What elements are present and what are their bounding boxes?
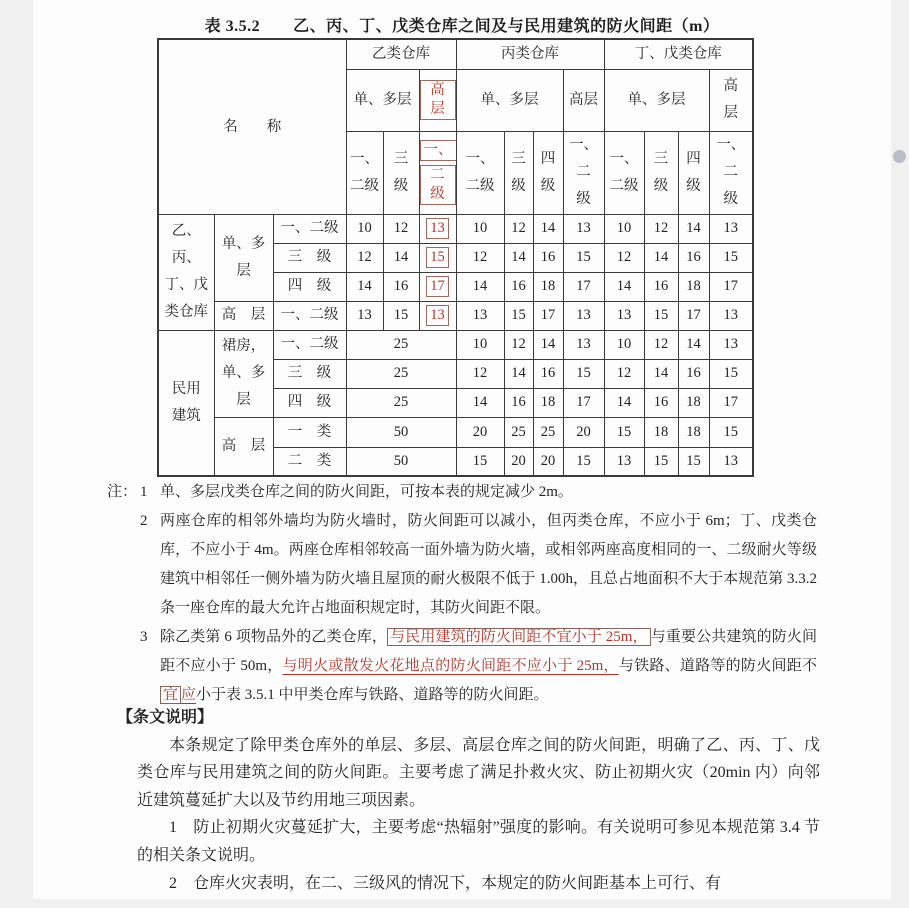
table-cell: 15 bbox=[563, 359, 604, 388]
table-cell: 乙、丙、 丁、戊 类仓库 bbox=[158, 214, 214, 330]
table-header-cell: 三 级 bbox=[383, 131, 419, 214]
table-cell: 14 bbox=[346, 272, 383, 301]
table-cell: 二 类 bbox=[273, 447, 346, 476]
table-cell: 15 bbox=[504, 301, 533, 330]
table-row bbox=[158, 301, 753, 330]
table-cell: 10 bbox=[456, 214, 504, 243]
table-cell: 13 bbox=[563, 301, 604, 330]
table-header-cell: 一、二 级 bbox=[563, 131, 604, 214]
table-cell: 17 bbox=[709, 388, 753, 417]
table-cell: 12 bbox=[604, 359, 644, 388]
table-cell: 18 bbox=[533, 272, 563, 301]
scroll-indicator-dot[interactable] bbox=[893, 150, 906, 163]
table-header-cell: 一、 二级 bbox=[604, 131, 644, 214]
table-cell: 15 bbox=[644, 301, 678, 330]
table-cell: 15 bbox=[563, 447, 604, 476]
table-header-cell: 四 级 bbox=[533, 131, 563, 214]
note-number: 1 bbox=[140, 484, 148, 500]
table-cell: 15 bbox=[456, 447, 504, 476]
table-cell: 裙房， 单、多 层 bbox=[214, 330, 273, 417]
note-number: 2 bbox=[140, 513, 148, 529]
table-cell: 20 bbox=[563, 417, 604, 447]
table-header-cell: 单、多层 bbox=[604, 69, 709, 131]
table-cell: 20 bbox=[504, 447, 533, 476]
table-cell: 10 bbox=[456, 330, 504, 359]
table-cell: 14 bbox=[533, 330, 563, 359]
table-cell: 12 bbox=[644, 214, 678, 243]
table-cell: 一 类 bbox=[273, 417, 346, 447]
page-left-margin bbox=[0, 0, 33, 908]
table-body bbox=[158, 39, 753, 476]
table-cell: 高 层 bbox=[214, 417, 273, 476]
table-cell: 18 bbox=[644, 417, 678, 447]
table-header-cell: 三 级 bbox=[644, 131, 678, 214]
table-cell: 16 bbox=[383, 272, 419, 301]
table-cell: 14 bbox=[504, 359, 533, 388]
table-header-row bbox=[158, 39, 753, 69]
table-cell: 13 bbox=[709, 447, 753, 476]
table-cell: 13 bbox=[419, 301, 456, 330]
note-segment: 与民用建筑的防火间距不宜小于 25m， bbox=[387, 628, 651, 646]
table-note bbox=[107, 623, 817, 710]
table-cell: 14 bbox=[504, 243, 533, 272]
table-cell: 15 bbox=[709, 417, 753, 447]
table-cell: 14 bbox=[644, 243, 678, 272]
table-cell: 10 bbox=[604, 330, 644, 359]
table-note bbox=[107, 478, 817, 507]
table-notes bbox=[107, 478, 817, 710]
table-cell: 12 bbox=[504, 330, 533, 359]
document-page bbox=[33, 0, 891, 899]
table-cell: 13 bbox=[563, 214, 604, 243]
table-cell: 16 bbox=[533, 359, 563, 388]
note-prefix bbox=[107, 623, 140, 710]
table-cell: 15 bbox=[709, 243, 753, 272]
table-cell: 10 bbox=[346, 214, 383, 243]
explanation-paragraph: 本条规定了除甲类仓库外的单层、多层、高层仓库之间的防火间距，明确了乙、丙、丁、戊类仓库与民用建筑之间的防火间距。主要考虑了满足扑救火灾、防止初期火灾（20min 内）向邻近建筑蔓延扩大以及节约用地三项因素。 bbox=[137, 736, 820, 809]
note-segment: 与重要公共建筑的防火间距不应小于 50m， bbox=[160, 629, 817, 674]
explanation-item-2: 2 仓库火灾表明，在二、三级风的情况下，本规定的防火间距基本上可行、有 bbox=[169, 874, 722, 892]
table-cell: 17 bbox=[533, 301, 563, 330]
table-header-cell: 三 级 bbox=[504, 131, 533, 214]
table-cell: 25 bbox=[346, 330, 456, 359]
note-segment: 与铁路、道路等的防火间距不 bbox=[618, 658, 817, 674]
table-cell: 15 bbox=[604, 417, 644, 447]
table-header-cell: 丁、戊类仓库 bbox=[604, 39, 753, 69]
table-cell: 16 bbox=[678, 359, 709, 388]
table-cell: 20 bbox=[456, 417, 504, 447]
table-cell: 18 bbox=[678, 417, 709, 447]
table-cell: 15 bbox=[563, 243, 604, 272]
note-segment: 单、多层戊类仓库之间的防火间距，可按本表的规定减少 2m。 bbox=[160, 484, 573, 500]
table-cell: 25 bbox=[504, 417, 533, 447]
table-cell: 12 bbox=[604, 243, 644, 272]
table-cell: 15 bbox=[419, 243, 456, 272]
table-cell: 单、多 层 bbox=[214, 214, 273, 301]
note-segment: 应 bbox=[181, 687, 197, 703]
table-cell: 17 bbox=[419, 272, 456, 301]
table-cell: 14 bbox=[456, 272, 504, 301]
table-header-cell: 名 称 bbox=[158, 39, 346, 214]
table-header-cell: 丙类仓库 bbox=[456, 39, 604, 69]
table-cell: 13 bbox=[563, 330, 604, 359]
table-cell: 14 bbox=[678, 330, 709, 359]
fire-distance-table bbox=[157, 38, 754, 477]
table-cell: 25 bbox=[346, 359, 456, 388]
table-cell: 15 bbox=[709, 359, 753, 388]
table-cell: 民用 建筑 bbox=[158, 330, 214, 476]
note-segment: 小于表 3.5.1 中甲类仓库与铁路、道路等的防火间距。 bbox=[196, 687, 549, 703]
table-cell: 10 bbox=[604, 214, 644, 243]
table-cell: 14 bbox=[604, 272, 644, 301]
table-cell: 15 bbox=[678, 447, 709, 476]
table-row bbox=[158, 214, 753, 243]
table-cell: 18 bbox=[678, 388, 709, 417]
table-header-cell: 乙类仓库 bbox=[346, 39, 456, 69]
table-cell: 四 级 bbox=[273, 272, 346, 301]
table-header-cell: 一、 二 级 bbox=[709, 131, 753, 214]
table-cell: 14 bbox=[678, 214, 709, 243]
table-cell: 13 bbox=[709, 301, 753, 330]
table-cell: 13 bbox=[709, 214, 753, 243]
table-cell: 13 bbox=[604, 447, 644, 476]
table-cell: 三 级 bbox=[273, 359, 346, 388]
table-cell: 16 bbox=[504, 272, 533, 301]
table-row bbox=[158, 330, 753, 359]
table-cell: 四 级 bbox=[273, 388, 346, 417]
table-cell: 13 bbox=[456, 301, 504, 330]
table-cell: 14 bbox=[644, 359, 678, 388]
note-text bbox=[160, 623, 817, 710]
table-cell: 16 bbox=[533, 243, 563, 272]
table-cell: 12 bbox=[456, 359, 504, 388]
table-cell: 18 bbox=[533, 388, 563, 417]
page-right-margin bbox=[891, 0, 909, 908]
table-cell: 一、二级 bbox=[273, 330, 346, 359]
table-cell: 18 bbox=[678, 272, 709, 301]
table-cell: 17 bbox=[563, 388, 604, 417]
note-segment: 两座仓库的相邻外墙均为防火墙时，防火间距可以减小，但丙类仓库，不应小于 6m；丁、戊类仓库，不应小于 4m。两座仓库相邻较高一面外墙为防火墙，或相邻两座高度相同的一、二级耐火等级建筑中相邻任一侧外墙为防火墙且屋顶的耐火极限不低于 1.00h，且总占地面积不大于本规范第 3.3.2 条一座仓库的最大允许占地面积规定时，其防火间距不限。 bbox=[160, 513, 817, 616]
section-heading: 【条文说明】 bbox=[117, 709, 214, 726]
explanation-section bbox=[117, 704, 820, 897]
table-cell: 16 bbox=[504, 388, 533, 417]
table-cell: 15 bbox=[644, 447, 678, 476]
table-cell: 12 bbox=[383, 214, 419, 243]
table-cell: 13 bbox=[604, 301, 644, 330]
note-segment: 除乙类第 6 项物品外的乙类仓库， bbox=[160, 629, 388, 645]
table-header-cell: 高层 bbox=[419, 69, 456, 131]
table-header-cell: 单、多层 bbox=[346, 69, 419, 131]
table-cell: 一、二级 bbox=[273, 301, 346, 330]
table-cell: 高 层 bbox=[214, 301, 273, 330]
table-cell: 17 bbox=[563, 272, 604, 301]
note-segment: 与明火或散发火花地点的防火间距不应小于 25m， bbox=[282, 658, 619, 674]
table-cell: 三 级 bbox=[273, 243, 346, 272]
table-cell: 12 bbox=[456, 243, 504, 272]
table-cell: 16 bbox=[644, 388, 678, 417]
table-header-cell: 四 级 bbox=[678, 131, 709, 214]
table-note bbox=[107, 507, 817, 623]
table-cell: 13 bbox=[709, 330, 753, 359]
table-cell: 25 bbox=[533, 417, 563, 447]
table-cell: 12 bbox=[504, 214, 533, 243]
table-cell: 50 bbox=[346, 447, 456, 476]
table-cell: 15 bbox=[383, 301, 419, 330]
table-cell: 17 bbox=[709, 272, 753, 301]
note-text bbox=[160, 478, 817, 507]
table-header-cell: 一、 二级 bbox=[456, 131, 504, 214]
note-prefix: 注： bbox=[107, 484, 138, 500]
table-cell: 17 bbox=[678, 301, 709, 330]
table-cell: 13 bbox=[419, 214, 456, 243]
table-cell: 20 bbox=[533, 447, 563, 476]
table-cell: 13 bbox=[346, 301, 383, 330]
note-segment: 宜 bbox=[160, 686, 181, 704]
table-cell: 16 bbox=[644, 272, 678, 301]
table-cell: 14 bbox=[383, 243, 419, 272]
table-title: 表 3.5.2 乙、丙、丁、戊类仓库之间及与民用建筑的防火间距（m） bbox=[204, 18, 720, 35]
explanation-item-1: 1 防止初期火灾蔓延扩大，主要考虑“热辐射”强度的影响。有关说明可参见本规范第 3.4 节的相关条文说明。 bbox=[137, 819, 820, 864]
table-header-cell: 高 层 bbox=[709, 69, 753, 131]
table-cell: 14 bbox=[456, 388, 504, 417]
table-cell: 14 bbox=[533, 214, 563, 243]
table-cell: 50 bbox=[346, 417, 456, 447]
table-cell: 16 bbox=[678, 243, 709, 272]
table-header-cell: 一、 二级 bbox=[419, 131, 456, 214]
table-cell: 14 bbox=[604, 388, 644, 417]
note-text bbox=[160, 507, 817, 623]
table-header-cell: 单、多层 bbox=[456, 69, 563, 131]
table-cell: 一、二级 bbox=[273, 214, 346, 243]
note-number: 3 bbox=[140, 629, 148, 645]
table-header-cell: 高层 bbox=[563, 69, 604, 131]
table-cell: 25 bbox=[346, 388, 456, 417]
table-row bbox=[158, 417, 753, 447]
note-prefix bbox=[107, 507, 140, 623]
table-header-cell: 一、 二级 bbox=[346, 131, 383, 214]
table-cell: 12 bbox=[346, 243, 383, 272]
table-cell: 12 bbox=[644, 330, 678, 359]
